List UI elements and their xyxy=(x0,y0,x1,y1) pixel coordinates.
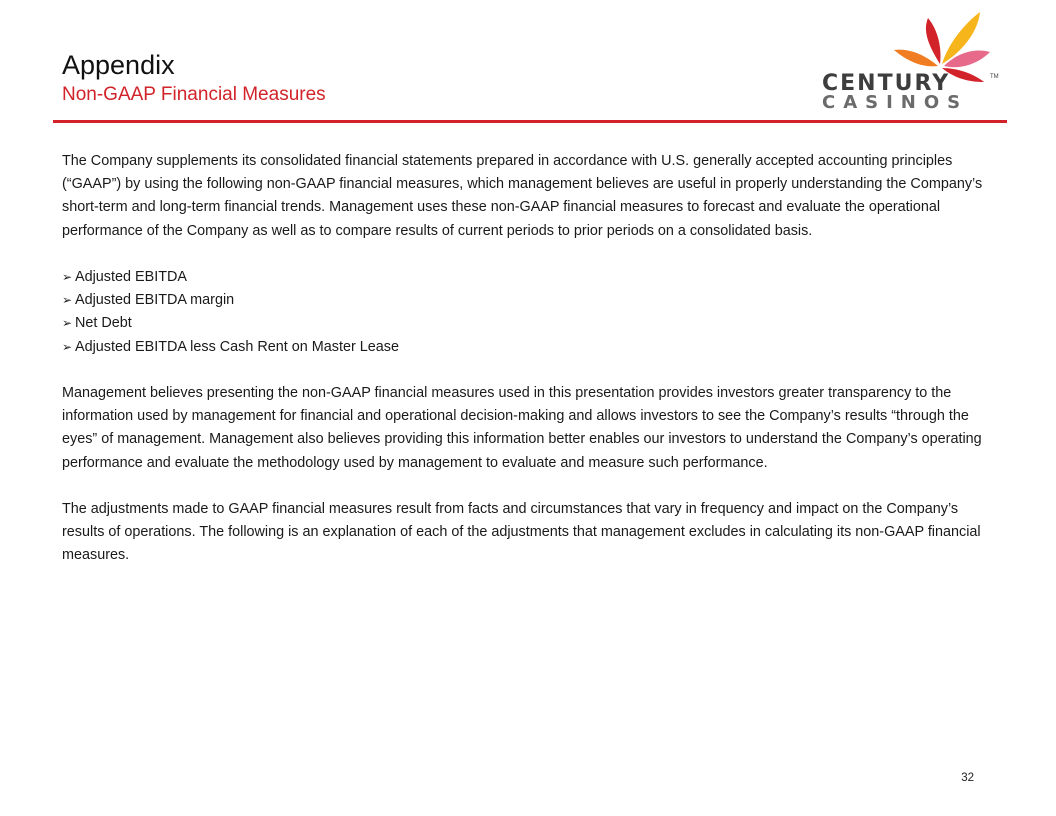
logo-petal-red xyxy=(926,18,941,64)
paragraph-spacer xyxy=(62,475,997,498)
list-item xyxy=(62,266,997,289)
page-title: Appendix xyxy=(62,50,175,80)
arrow-bullet-icon: ➢ xyxy=(62,270,73,284)
paragraph-spacer xyxy=(62,243,997,266)
list-item xyxy=(62,336,997,359)
arrow-bullet-icon: ➢ xyxy=(62,293,73,308)
page-number: 32 xyxy=(961,772,974,784)
list-item xyxy=(62,289,997,312)
transparency-paragraph: Management believes presenting the non-GAAP financial measures used in this presentation provides investors greater transparency to the information used by management for financial and operational decision-making and allows investors to see the Company’s results “through the eyes” of management. Management also believes providing this information better enables our investors to understand the Company’s operating performance and evaluate the methodology used by management to evaluate and measure such performance. xyxy=(62,385,982,471)
header-divider xyxy=(53,120,1007,123)
arrow-bullet-icon: ➢ xyxy=(62,316,73,331)
logo-line2: CASINOS xyxy=(822,92,969,112)
logo-graphic xyxy=(818,8,1002,112)
list-item-label: Adjusted EBITDA less Cash Rent on Master Lease xyxy=(75,338,399,355)
century-casinos-logo xyxy=(818,8,1002,112)
logo-line1: CENTURY xyxy=(822,71,951,96)
intro-paragraph: The Company supplements its consolidated financial statements prepared in accordance with U.S. generally accepted accounting principles (“GAAP”) by using the following non-GAAP financial measures, which management believes are useful in properly understanding the Company’s short-term and long-term financial trends. Management uses these non-GAAP financial measures to forecast and evaluate the operational performance of the Company as well as to compare results of current periods to prior periods on a consolidated basis. xyxy=(62,153,983,239)
logo-trademark: TM xyxy=(990,74,999,80)
measures-list xyxy=(62,266,997,359)
logo-petal-orange xyxy=(894,50,938,67)
list-item-label: Adjusted EBITDA margin xyxy=(75,292,235,309)
page-subtitle: Non-GAAP Financial Measures xyxy=(62,84,326,105)
list-item xyxy=(62,312,997,335)
adjustments-paragraph: The adjustments made to GAAP financial measures result from facts and circumstances that vary in frequency and impact on the Company’s results of operations. The following is an explanation of each of the adjustments that management excludes in calculating its non-GAAP financial measures. xyxy=(62,501,981,564)
paragraph-spacer xyxy=(62,359,997,382)
list-item-label: Net Debt xyxy=(75,315,132,332)
arrow-bullet-icon: ➢ xyxy=(62,339,73,354)
slide-body xyxy=(62,150,997,568)
list-item-label: Adjusted EBITDA xyxy=(75,269,187,285)
